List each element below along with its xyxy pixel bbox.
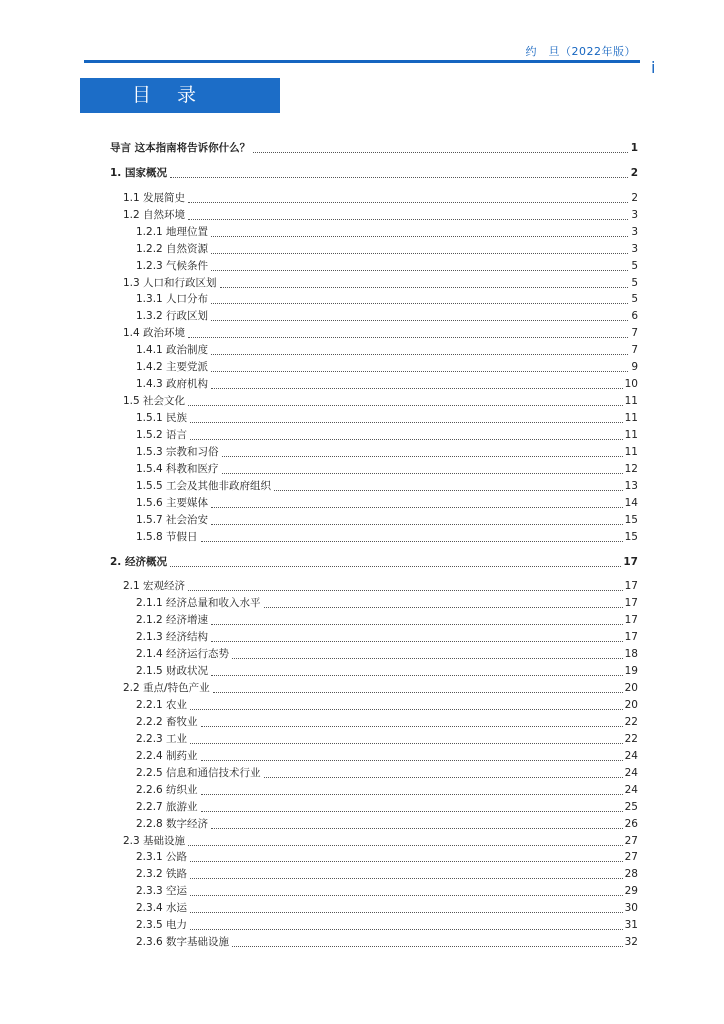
toc-entry-page: 24 [624, 783, 638, 796]
toc-leader-dots [253, 151, 628, 153]
toc-leader-dots [201, 759, 623, 761]
toc-leader-dots [188, 844, 623, 846]
toc-leader-dots [190, 742, 623, 744]
toc-entry-label: 2.2.3 工业 [136, 732, 188, 745]
toc-entry-label: 2.2.4 制药业 [136, 749, 198, 762]
toc-leader-dots [211, 640, 623, 642]
toc-leader-dots [232, 945, 623, 947]
toc-entry-label: 2.3.3 空运 [136, 885, 188, 898]
toc-entry-page: 15 [624, 530, 638, 543]
toc-entry[interactable] [110, 478, 638, 495]
toc-leader-dots [201, 725, 623, 727]
toc-entry-label: 2.2 重点/特色产业 [123, 682, 210, 695]
toc-entry[interactable] [110, 833, 638, 850]
toc-entry-page: 7 [631, 344, 638, 357]
toc-leader-dots [190, 911, 623, 913]
toc-leader-dots [170, 176, 628, 178]
toc-entry[interactable] [110, 359, 638, 376]
toc-entry-page: 6 [631, 310, 638, 323]
toc-entry-label: 1.4.3 政府机构 [136, 378, 209, 391]
toc-entry-page: 7 [631, 327, 638, 340]
toc-entry-label: 2.2.5 信息和通信技术行业 [136, 766, 261, 779]
toc-entry-page: 11 [624, 412, 638, 425]
toc-entry[interactable] [110, 646, 638, 663]
toc-leader-dots [222, 455, 623, 457]
toc-entry-page: 30 [624, 902, 638, 915]
toc-entry-page: 20 [624, 682, 638, 695]
toc-entry-page: 11 [624, 395, 638, 408]
toc-leader-dots [211, 353, 628, 355]
toc-entry-page: 17 [624, 631, 638, 644]
toc-entry-label: 2.1 宏观经济 [123, 580, 186, 593]
toc-leader-dots [190, 438, 623, 440]
toc-entry[interactable] [110, 140, 638, 157]
toc-entry-label: 2.1.5 财政状况 [136, 665, 209, 678]
toc-entry[interactable] [110, 342, 638, 359]
toc-entry-page: 17 [624, 614, 638, 627]
toc-entry[interactable] [110, 917, 638, 934]
toc-spacer [110, 546, 638, 554]
toc-entry-page: 5 [631, 276, 638, 289]
toc-leader-dots [220, 286, 628, 288]
toc-title: 目 录 [132, 84, 207, 106]
toc-entry-label: 1.4.1 政治制度 [136, 344, 209, 357]
toc-entry-page: 25 [624, 800, 638, 813]
toc-entry-label: 导言 这本指南将告诉你什么？ [110, 141, 251, 154]
toc-leader-dots [211, 674, 623, 676]
toc-entry-page: 31 [624, 919, 638, 932]
toc-entry-page: 17 [624, 580, 638, 593]
toc-entry-label: 2.3.6 数字基础设施 [136, 936, 230, 949]
toc-entry-label: 1.2.3 气候条件 [136, 259, 209, 272]
toc-leader-dots [190, 894, 623, 896]
toc-leader-dots [201, 810, 623, 812]
toc-leader-dots [211, 370, 628, 372]
toc-entry-label: 1.2.2 自然资源 [136, 242, 209, 255]
toc-entry-label: 2.3.1 公路 [136, 851, 188, 864]
toc-entry[interactable] [110, 629, 638, 646]
toc-entry[interactable] [110, 275, 638, 292]
toc-leader-dots [190, 928, 623, 930]
toc-leader-dots [222, 472, 623, 474]
toc-entry[interactable] [110, 748, 638, 765]
toc-leader-dots [211, 523, 623, 525]
toc-entry[interactable] [110, 292, 638, 309]
toc-leader-dots [211, 302, 628, 304]
toc-spacer [110, 157, 638, 165]
toc-entry-page: 12 [624, 462, 638, 475]
toc-entry-page: 5 [631, 259, 638, 272]
toc-entry-page: 11 [624, 445, 638, 458]
toc-entry[interactable] [110, 207, 638, 224]
toc-entry-page: 3 [631, 208, 638, 221]
toc-leader-dots [188, 218, 628, 220]
toc-entry[interactable] [110, 765, 638, 782]
toc-entry[interactable] [110, 495, 638, 512]
toc-entry-page: 27 [624, 834, 638, 847]
toc-title-banner [80, 78, 280, 113]
toc-entry-page: 22 [624, 732, 638, 745]
toc-entry-page: 27 [624, 851, 638, 864]
toc-leader-dots [188, 201, 628, 203]
toc-entry-page: 17 [624, 597, 638, 610]
toc-entry-label: 1.5 社会文化 [123, 395, 186, 408]
toc-entry-page: 26 [624, 817, 638, 830]
toc-entry-label: 1.2.1 地理位置 [136, 225, 209, 238]
toc-entry-label: 1.5.5 工会及其他非政府组织 [136, 479, 272, 492]
toc-entry[interactable] [110, 461, 638, 478]
toc-entry-page: 22 [624, 715, 638, 728]
toc-entry-label: 1.5.6 主要媒体 [136, 496, 209, 509]
toc-entry[interactable] [110, 612, 638, 629]
toc-entry[interactable] [110, 444, 638, 461]
toc-entry-label: 1.3.1 人口分布 [136, 293, 209, 306]
toc-entry-page: 29 [624, 885, 638, 898]
toc-entry-page: 17 [623, 555, 638, 568]
toc-leader-dots [274, 489, 623, 491]
toc-entry[interactable] [110, 714, 638, 731]
toc-entry-page: 5 [631, 293, 638, 306]
toc-entry[interactable] [110, 224, 638, 241]
toc-entry[interactable] [110, 190, 638, 207]
toc-entry[interactable] [110, 554, 638, 571]
toc-leader-dots [211, 827, 623, 829]
toc-entry[interactable] [110, 427, 638, 444]
toc-leader-dots [232, 657, 623, 659]
toc-spacer [110, 571, 638, 579]
toc-entry-label: 2.3.2 铁路 [136, 868, 188, 881]
toc-entry-page: 2 [631, 191, 638, 204]
toc-entry[interactable] [110, 308, 638, 325]
toc-entry[interactable] [110, 325, 638, 342]
toc-entry[interactable] [110, 934, 638, 951]
toc-entry[interactable] [110, 731, 638, 748]
toc-leader-dots [190, 421, 623, 423]
toc-leader-dots [188, 336, 628, 338]
toc-entry-page: 15 [624, 513, 638, 526]
toc-leader-dots [170, 565, 621, 567]
toc-leader-dots [213, 691, 623, 693]
toc-entry-label: 2.3 基础设施 [123, 834, 186, 847]
toc-entry-page: 18 [624, 648, 638, 661]
toc-entry-page: 14 [624, 496, 638, 509]
page-number: i [651, 58, 656, 77]
toc-entry-label: 1.2 自然环境 [123, 208, 186, 221]
running-header-title: 约 旦（2022年版） [525, 45, 636, 58]
header-rule [84, 60, 640, 63]
toc-entry-label: 1.1 发展简史 [123, 191, 186, 204]
toc-entry[interactable] [110, 258, 638, 275]
toc-entry[interactable] [110, 595, 638, 612]
toc-entry[interactable] [110, 579, 638, 596]
toc-entry[interactable] [110, 782, 638, 799]
toc-entry-page: 13 [624, 479, 638, 492]
toc-entry-label: 1.4.2 主要党派 [136, 361, 209, 374]
toc-entry-label: 2.2.8 数字经济 [136, 817, 209, 830]
toc-entry-page: 28 [624, 868, 638, 881]
toc-entry-label: 1.4 政治环境 [123, 327, 186, 340]
toc-leader-dots [201, 540, 623, 542]
toc-entry[interactable] [110, 512, 638, 529]
toc-entry-label: 2.2.1 农业 [136, 699, 188, 712]
toc-entry-page: 24 [624, 749, 638, 762]
toc-entry-page: 1 [630, 141, 638, 154]
toc-entry-page: 10 [624, 378, 638, 391]
toc-entry[interactable] [110, 165, 638, 182]
toc-entry-page: 3 [631, 225, 638, 238]
toc-entry-label: 2.3.4 水运 [136, 902, 188, 915]
toc-entry-label: 2.1.2 经济增速 [136, 614, 209, 627]
toc-leader-dots [211, 319, 628, 321]
toc-entry[interactable] [110, 866, 638, 883]
toc-entry[interactable] [110, 663, 638, 680]
toc-leader-dots [188, 589, 623, 591]
toc-entry[interactable] [110, 410, 638, 427]
toc-entry-label: 2.2.7 旅游业 [136, 800, 198, 813]
toc-entry-label: 1.5.1 民族 [136, 412, 188, 425]
toc-entry[interactable] [110, 816, 638, 833]
toc-entry-page: 20 [624, 699, 638, 712]
toc-entry-page: 2 [630, 166, 638, 179]
toc-entry-page: 19 [624, 665, 638, 678]
toc-entry[interactable] [110, 697, 638, 714]
toc-leader-dots [211, 623, 623, 625]
toc-entry-page: 11 [624, 428, 638, 441]
toc-entry-label: 2.2.2 畜牧业 [136, 715, 198, 728]
toc-entry-label: 1.3.2 行政区划 [136, 310, 209, 323]
toc-entry-label: 2.1.1 经济总量和收入水平 [136, 597, 261, 610]
toc-leader-dots [190, 877, 623, 879]
toc-entry[interactable] [110, 376, 638, 393]
toc-entry-label: 2.1.3 经济结构 [136, 631, 209, 644]
toc-entry-label: 2. 经济概况 [110, 555, 167, 568]
toc-entry[interactable] [110, 680, 638, 697]
toc-entry[interactable] [110, 883, 638, 900]
toc-entry-page: 32 [624, 936, 638, 949]
toc-leader-dots [201, 793, 623, 795]
toc-entry[interactable] [110, 393, 638, 410]
toc-entry-label: 2.1.4 经济运行态势 [136, 648, 230, 661]
toc-entry[interactable] [110, 850, 638, 867]
toc-entry[interactable] [110, 799, 638, 816]
toc-entry[interactable] [110, 529, 638, 546]
toc-leader-dots [211, 252, 628, 254]
toc-entry-label: 1.5.8 节假日 [136, 530, 198, 543]
toc-entry-label: 1.5.7 社会治安 [136, 513, 209, 526]
toc-leader-dots [211, 235, 628, 237]
toc-leader-dots [190, 708, 623, 710]
toc-spacer [110, 182, 638, 190]
toc-entry-page: 3 [631, 242, 638, 255]
toc-entry-page: 9 [631, 361, 638, 374]
toc-leader-dots [188, 404, 623, 406]
toc-entry[interactable] [110, 900, 638, 917]
toc-entry-label: 2.3.5 电力 [136, 919, 188, 932]
toc-entry-label: 1.5.4 科教和医疗 [136, 462, 219, 475]
toc-leader-dots [264, 776, 623, 778]
toc-entry-label: 1.3 人口和行政区划 [123, 276, 217, 289]
toc-entry-label: 1. 国家概况 [110, 166, 167, 179]
toc-leader-dots [190, 860, 623, 862]
table-of-contents [110, 140, 638, 951]
toc-leader-dots [211, 269, 628, 271]
toc-entry[interactable] [110, 241, 638, 258]
toc-entry-label: 1.5.2 语言 [136, 428, 188, 441]
toc-leader-dots [211, 387, 623, 389]
toc-leader-dots [264, 606, 623, 608]
toc-entry-label: 2.2.6 纺织业 [136, 783, 198, 796]
toc-leader-dots [211, 506, 623, 508]
toc-entry-page: 24 [624, 766, 638, 779]
toc-entry-label: 1.5.3 宗教和习俗 [136, 445, 219, 458]
